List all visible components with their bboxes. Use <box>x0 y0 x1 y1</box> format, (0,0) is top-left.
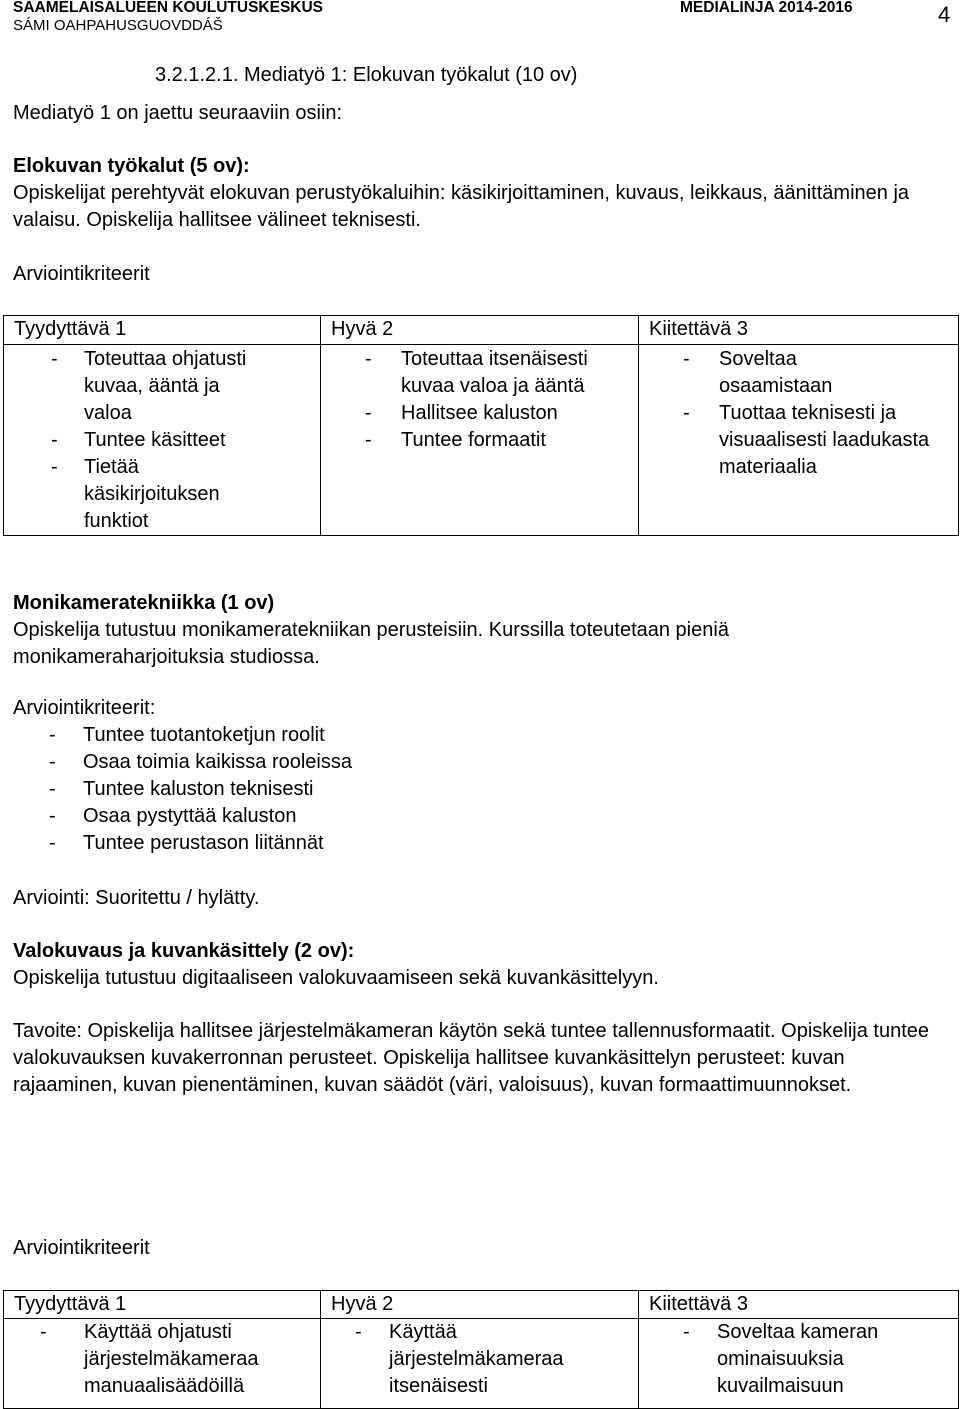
table1-col-satisfactory <box>4 345 321 536</box>
criteria-label-2: Arviointikriteerit: <box>13 697 156 719</box>
monikamera-criteria-list <box>13 722 352 857</box>
org-name-sami: SÁMI OAHPAHUSGUOVDDÁŠ <box>13 17 223 34</box>
list-item: - Käyttää järjestelmäkameraa itsenäisesti <box>355 1321 564 1397</box>
list-item: - Soveltaa osaamistaan <box>683 348 833 397</box>
list-item: - Tuntee kaluston teknisesti <box>49 778 314 800</box>
valokuvaus-title: Valokuvaus ja kuvankäsittely (2 ov): <box>13 940 355 962</box>
criteria-table-1 <box>3 315 959 536</box>
list-item: - Tuottaa teknisesti ja visuaalisesti laadukasta materiaalia <box>683 402 930 478</box>
table2-col-excellent <box>639 1319 959 1409</box>
monikamera-body: Opiskelija tutustuu monikameratekniikan perusteisiin. Kurssilla toteutetaan pieniä monikameraharjoituksia studiossa. <box>13 619 729 668</box>
list-item: - Soveltaa kameran ominaisuuksia kuvailmaisuun <box>683 1321 879 1397</box>
criteria-label-3: Arviointikriteerit <box>13 1237 150 1259</box>
table1-col-excellent <box>639 345 959 536</box>
list-item: - Osaa pystyttää kaluston <box>49 805 297 827</box>
section-heading: 3.2.1.2.1. Mediatyö 1: Elokuvan työkalut (10 ov) <box>155 64 578 86</box>
elokuvan-tyokalut-title: Elokuvan työkalut (5 ov): <box>13 155 250 177</box>
criteria-table-2 <box>3 1290 959 1409</box>
list-item: - Tuntee formaatit <box>365 429 546 451</box>
table1-header-good: Hyvä 2 <box>321 316 639 345</box>
table2-col-good <box>321 1319 639 1409</box>
list-item: - Toteuttaa ohjatusti kuvaa, ääntä ja valoa <box>51 348 247 424</box>
org-name: SAAMELAISALUEEN KOULUTUSKESKUS <box>13 0 324 16</box>
list-item: - Toteuttaa itsenäisesti kuvaa valoa ja ääntä <box>365 348 588 397</box>
assessment-text: Arviointi: Suoritettu / hylätty. <box>13 887 260 909</box>
table2-header-good: Hyvä 2 <box>321 1291 639 1319</box>
table2-col-satisfactory <box>4 1319 321 1409</box>
table1-header-excellent: Kiitettävä 3 <box>639 316 959 345</box>
table2-header-excellent: Kiitettävä 3 <box>639 1291 959 1319</box>
table1-header-satisfactory: Tyydyttävä 1 <box>4 316 321 345</box>
list-item: - Tuntee tuotantoketjun roolit <box>49 724 325 746</box>
criteria-label-1: Arviointikriteerit <box>13 263 150 285</box>
valokuvaus-body: Opiskelija tutustuu digitaaliseen valokuvaamiseen sekä kuvankäsittelyyn. <box>13 967 659 989</box>
valokuvaus-goal: Tavoite: Opiskelija hallitsee järjestelmäkameran käytön sekä tuntee tallennusformaatit. Opiskelija tuntee valokuvauksen kuvakerronnan perusteet. Opiskelija hallitsee kuvankäsittelyn perusteet: kuvan rajaaminen, kuvan pienentäminen, kuvan säädöt (väri, valoisuus), kuvan formaattimuunnokset. <box>13 1020 930 1096</box>
monikamera-title: Monikameratekniikka (1 ov) <box>13 592 275 614</box>
list-item: - Tuntee perustason liitännät <box>49 832 324 854</box>
doc-title: MEDIALINJA 2014-2016 <box>680 0 853 16</box>
elokuvan-tyokalut-body: Opiskelijat perehtyvät elokuvan perustyökaluihin: käsikirjoittaminen, kuvaus, leikkaus, äänittäminen ja valaisu. Opiskelija hallitsee välineet teknisesti. <box>13 182 910 231</box>
list-item: - Tietää käsikirjoituksen funktiot <box>51 456 220 532</box>
intro-text: Mediatyö 1 on jaettu seuraaviin osiin: <box>13 102 343 124</box>
page-number: 4 <box>938 2 951 27</box>
list-item: - Tuntee käsitteet <box>51 429 226 451</box>
list-item: - Osaa toimia kaikissa rooleissa <box>49 751 352 773</box>
table1-col-good <box>321 345 639 536</box>
list-item: - Hallitsee kaluston <box>365 402 558 424</box>
list-item: - Käyttää ohjatusti järjestelmäkameraa manuaalisäädöillä <box>40 1321 259 1397</box>
table2-header-satisfactory: Tyydyttävä 1 <box>4 1291 321 1319</box>
